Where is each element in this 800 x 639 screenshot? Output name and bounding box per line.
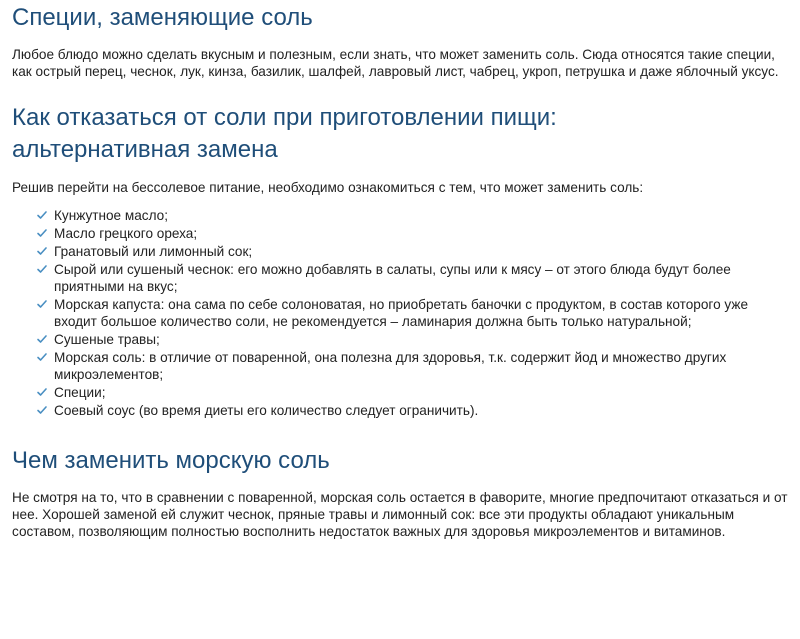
list-item-text: Кунжутное масло; (54, 208, 169, 223)
list-item-text: Масло грецкого ореха; (54, 226, 198, 241)
list-item-text: Специи; (54, 385, 106, 400)
checkmark-icon (36, 263, 48, 275)
list-item (36, 296, 789, 330)
list-item (36, 243, 788, 260)
section-heading-spices: Специи, заменяющие соль (12, 4, 313, 31)
section-heading-alternatives-line1: Как отказаться от соли при приготовлении пищи: (12, 104, 557, 131)
checkmark-icon (36, 404, 48, 416)
list-item (36, 225, 788, 242)
checkmark-icon (36, 227, 48, 239)
checkmark-icon (36, 209, 48, 221)
list-item (36, 349, 794, 383)
checkmark-icon (36, 386, 48, 398)
section-paragraph-spices: Любое блюдо можно сделать вкусным и полезным, если знать, что может заменить соль. Сюда относятся такие специи, как острый перец, чеснок, лук, кинза, базилик, шалфей, лавровый лист, чабрец, укроп, петрушка и даже яблочный уксус. (12, 47, 779, 79)
list-item-text: Сушеные травы; (54, 332, 160, 347)
list-item (36, 402, 788, 419)
checkmark-icon (36, 351, 48, 363)
section-paragraph-alternatives: Решив перейти на бессолевое питание, необходимо ознакомиться с тем, что может заменить соль: (12, 180, 644, 195)
list-item (36, 331, 788, 348)
section-heading-alternatives-line2: альтернативная замена (12, 136, 278, 163)
alternatives-list (12, 207, 788, 419)
checkmark-icon (36, 245, 48, 257)
article (0, 4, 800, 540)
list-item-text: Гранатовый или лимонный сок; (54, 244, 253, 259)
list-item-text: Морская капуста: она сама по себе солоноватая, но приобретать баночки с продуктом, в состав которого уже входит большое количество соли, не рекомендуется – ламинария должна быть только натуральной; (54, 297, 749, 329)
list-item-text: Сырой или сушеный чеснок: его можно добавлять в салаты, супы или к мясу – от этого блюда будут более приятными на вкус; (54, 262, 731, 294)
list-item (36, 384, 788, 401)
list-item-text: Соевый соус (во время диеты его количество следует ограничить). (54, 403, 479, 418)
checkmark-icon (36, 333, 48, 345)
list-item (36, 261, 789, 295)
section-heading-alternatives (12, 102, 788, 166)
list-item-text: Морская соль: в отличие от поваренной, она полезна для здоровья, т.к. содержит йод и множество других микроэлементов; (54, 350, 727, 382)
checkmark-icon (36, 298, 48, 310)
list-item (36, 207, 788, 224)
section-paragraph-sea-salt: Не смотря на то, что в сравнении с поваренной, морская соль остается в фаворите, многие предпочитают отказаться и от нее. Хорошей заменой ей служит чеснок, пряные травы и лимонный сок: все эти продукты обладают уникальным составом, позволяющим полностью восполнить недостаток важных для здоровья микроэлементов и витаминов. (12, 490, 788, 539)
section-heading-sea-salt: Чем заменить морскую соль (12, 447, 330, 474)
